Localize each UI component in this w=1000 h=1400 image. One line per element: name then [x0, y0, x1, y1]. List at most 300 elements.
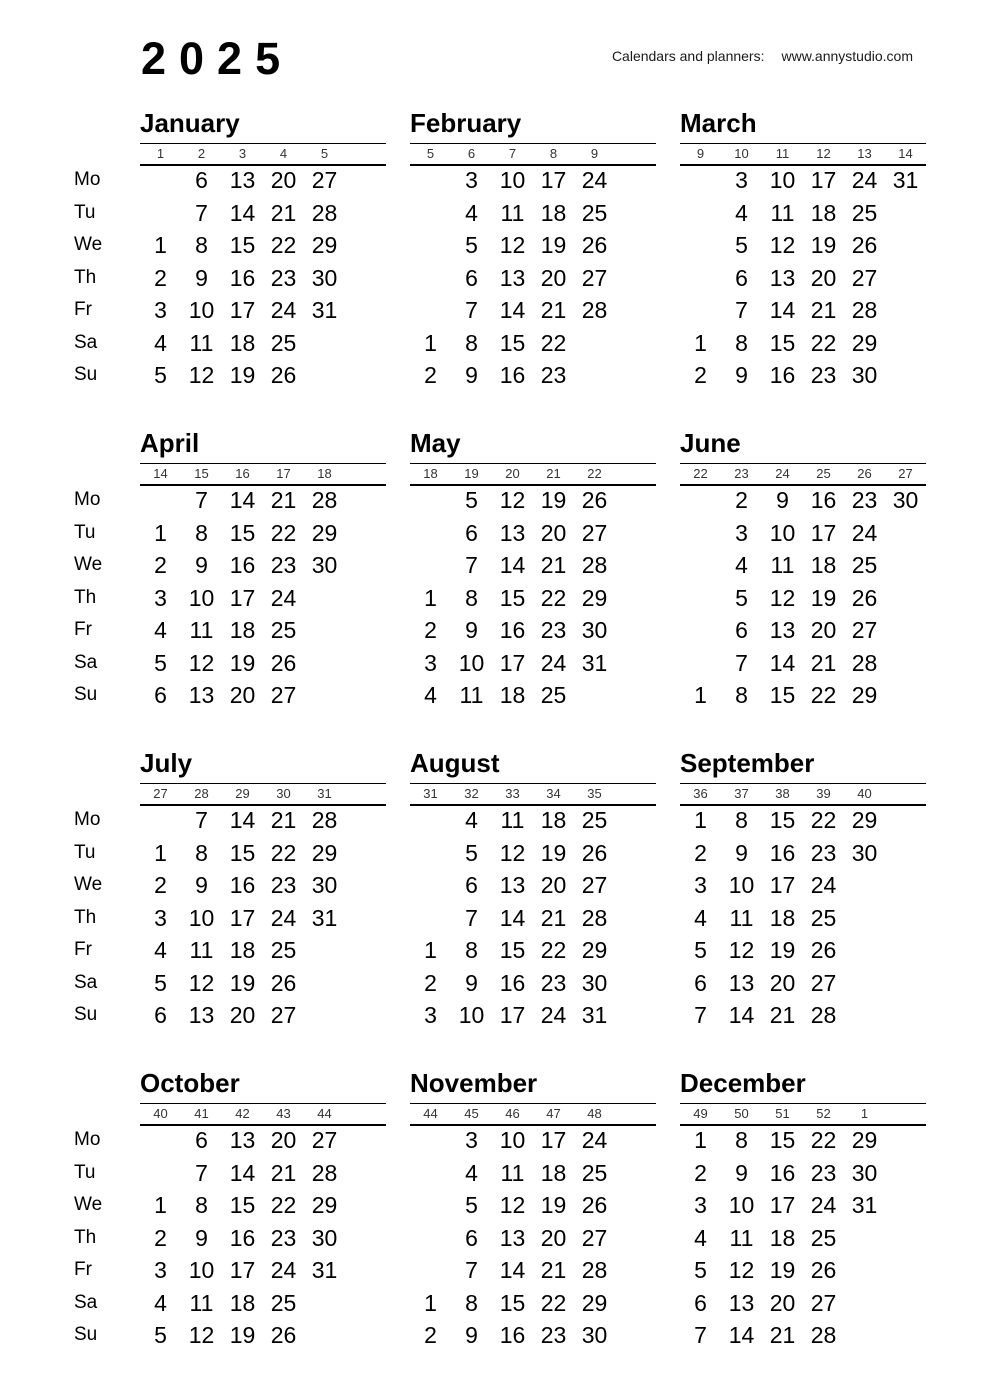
date-cell: 25 — [851, 199, 878, 226]
date-cell — [304, 679, 345, 712]
date-cell: 22 — [540, 584, 567, 611]
date-cell — [885, 1287, 926, 1320]
date-cell — [844, 1319, 885, 1352]
date-cell: 12 — [188, 1322, 215, 1348]
date-cell: 13 — [499, 264, 526, 291]
date-cell: 9 — [195, 1224, 208, 1251]
date-cell — [615, 1157, 656, 1190]
date-cell — [345, 1222, 386, 1255]
date-cell — [615, 262, 656, 295]
credits-label: Calendars and planners: — [611, 48, 765, 64]
date-cell — [574, 327, 615, 360]
date-cell: 29 — [311, 519, 338, 546]
date-cell: 20 — [540, 1224, 567, 1251]
date-cell: 14 — [728, 1002, 755, 1028]
week-number-row — [140, 1103, 386, 1126]
date-cell: 22 — [540, 937, 567, 963]
date-cell: 6 — [465, 519, 478, 546]
date-cell — [615, 804, 656, 837]
date-cell: 12 — [499, 487, 526, 513]
date-cell — [885, 614, 926, 647]
month-dates-grid — [410, 1124, 656, 1352]
date-cell: 4 — [694, 904, 707, 931]
date-cell: 31 — [851, 1192, 878, 1218]
date-cell: 18 — [769, 904, 796, 931]
date-cell: 14 — [499, 1257, 526, 1283]
date-cell: 30 — [851, 839, 878, 866]
date-cell: 28 — [581, 904, 608, 931]
week-number: 6 — [467, 146, 476, 161]
date-cell — [844, 869, 885, 902]
date-cell: 11 — [189, 937, 214, 963]
date-cell — [345, 934, 386, 967]
date-cell: 9 — [735, 362, 748, 388]
date-cell — [615, 582, 656, 615]
date-row — [410, 294, 656, 327]
week-number-row — [140, 783, 386, 806]
date-row — [140, 549, 386, 582]
date-row — [680, 1222, 926, 1255]
date-cell: 8 — [735, 807, 748, 833]
date-cell: 11 — [729, 1224, 754, 1251]
date-row — [410, 229, 656, 262]
date-cell: 6 — [195, 167, 208, 193]
date-cell: 10 — [728, 872, 755, 898]
week-number: 44 — [423, 1106, 438, 1121]
week-number: 22 — [693, 466, 708, 481]
date-cell: 14 — [499, 904, 526, 931]
month-title: November — [410, 1068, 538, 1098]
date-cell: 29 — [311, 232, 338, 258]
month-dates-grid — [140, 164, 386, 392]
date-cell: 18 — [769, 1224, 796, 1251]
date-row — [680, 327, 926, 360]
date-cell — [885, 549, 926, 582]
date-cell: 31 — [581, 649, 608, 676]
date-cell: 13 — [728, 1289, 755, 1316]
date-cell — [885, 1319, 926, 1352]
date-cell: 29 — [311, 1192, 338, 1218]
week-number: 51 — [775, 1106, 790, 1121]
date-cell: 21 — [769, 1002, 796, 1028]
date-cell: 30 — [581, 969, 608, 996]
date-cell: 4 — [154, 1289, 167, 1316]
date-cell: 5 — [465, 487, 478, 513]
date-cell: 14 — [229, 487, 256, 513]
date-cell — [885, 359, 926, 392]
date-cell: 23 — [851, 487, 878, 513]
date-cell: 19 — [810, 584, 837, 611]
date-cell: 9 — [735, 839, 748, 866]
date-cell — [680, 262, 721, 295]
week-number: 9 — [590, 146, 599, 161]
month-title: April — [140, 428, 200, 458]
month-dates-grid — [410, 804, 656, 1032]
date-cell: 11 — [770, 199, 795, 226]
month-dates-grid — [140, 804, 386, 1032]
date-cell — [885, 327, 926, 360]
day-label: Su — [74, 1004, 98, 1025]
date-cell: 18 — [229, 937, 256, 963]
credits-website-link[interactable]: www.annystudio.com — [781, 48, 913, 64]
date-cell: 4 — [154, 329, 167, 356]
week-number: 40 — [857, 786, 872, 801]
date-row — [680, 902, 926, 935]
date-cell: 25 — [581, 199, 608, 226]
date-cell — [410, 1124, 451, 1157]
date-cell: 15 — [499, 1289, 526, 1316]
month-title: December — [680, 1068, 806, 1098]
date-cell: 3 — [735, 519, 748, 546]
date-row — [140, 804, 386, 837]
date-cell — [885, 1157, 926, 1190]
week-number: 52 — [816, 1106, 831, 1121]
week-number-row — [410, 1103, 656, 1126]
date-cell — [615, 327, 656, 360]
date-cell: 14 — [229, 199, 256, 226]
date-cell: 17 — [769, 1192, 796, 1218]
week-number — [345, 144, 386, 164]
date-cell: 22 — [810, 682, 837, 708]
date-cell: 8 — [195, 839, 208, 866]
date-cell: 24 — [581, 167, 608, 193]
date-cell: 5 — [694, 1257, 707, 1283]
date-cell: 20 — [769, 969, 796, 996]
date-cell: 13 — [769, 264, 796, 291]
date-row — [410, 359, 656, 392]
date-row — [680, 869, 926, 902]
month-title: June — [680, 428, 741, 458]
date-cell — [345, 359, 386, 392]
date-cell: 30 — [581, 1322, 608, 1348]
date-cell — [885, 647, 926, 680]
date-cell: 31 — [311, 904, 338, 931]
date-cell: 23 — [810, 362, 837, 388]
date-cell: 17 — [499, 649, 526, 676]
date-row — [140, 1222, 386, 1255]
date-cell: 4 — [735, 552, 748, 578]
date-cell: 1 — [694, 807, 707, 833]
date-cell: 12 — [499, 1192, 526, 1218]
week-number: 36 — [693, 786, 708, 801]
week-number — [615, 1104, 656, 1124]
date-row — [410, 614, 656, 647]
week-number-row — [410, 783, 656, 806]
date-cell: 11 — [189, 617, 214, 643]
date-cell — [844, 1222, 885, 1255]
date-cell: 20 — [810, 264, 837, 291]
day-labels-column — [74, 484, 136, 712]
date-cell: 1 — [424, 329, 437, 356]
date-cell — [844, 934, 885, 967]
date-cell: 3 — [694, 872, 707, 898]
date-cell: 18 — [499, 682, 526, 708]
date-cell — [410, 294, 451, 327]
date-row — [140, 229, 386, 262]
month-dates-grid — [680, 164, 926, 392]
date-cell: 6 — [195, 1127, 208, 1153]
week-number: 49 — [693, 1106, 708, 1121]
day-label: Tu — [74, 841, 96, 863]
date-cell: 17 — [540, 167, 567, 193]
date-cell — [615, 1287, 656, 1320]
date-cell: 2 — [154, 872, 167, 898]
date-cell: 25 — [851, 552, 878, 578]
date-cell: 30 — [311, 1224, 338, 1251]
week-number: 9 — [696, 146, 705, 161]
day-label: Fr — [74, 1259, 92, 1280]
week-number: 14 — [898, 146, 913, 161]
date-cell: 12 — [728, 937, 755, 963]
date-cell: 21 — [540, 297, 567, 323]
day-labels-column — [74, 804, 136, 1032]
week-number-row — [410, 463, 656, 486]
date-cell: 13 — [229, 167, 256, 193]
date-cell: 5 — [735, 232, 748, 258]
date-row — [140, 869, 386, 902]
date-cell: 16 — [499, 1322, 526, 1348]
month-title: July — [140, 748, 193, 778]
date-row — [410, 197, 656, 230]
date-cell: 11 — [770, 552, 795, 578]
date-row — [680, 229, 926, 262]
date-row — [410, 869, 656, 902]
week-number: 5 — [320, 146, 329, 161]
date-cell: 18 — [229, 617, 256, 643]
date-row — [410, 934, 656, 967]
date-cell — [885, 1254, 926, 1287]
month-title: May — [410, 428, 461, 458]
date-row — [680, 679, 926, 712]
date-cell: 24 — [810, 1192, 837, 1218]
date-cell: 20 — [229, 1002, 256, 1028]
date-cell — [615, 1254, 656, 1287]
date-cell — [680, 294, 721, 327]
date-cell: 13 — [499, 872, 526, 898]
week-number: 35 — [587, 786, 602, 801]
week-number: 27 — [898, 466, 913, 481]
week-number: 43 — [276, 1106, 291, 1121]
date-cell: 16 — [499, 362, 526, 388]
date-cell — [140, 1157, 181, 1190]
date-cell: 17 — [229, 1257, 256, 1283]
date-cell: 8 — [465, 937, 478, 963]
date-cell: 12 — [769, 232, 796, 258]
date-cell — [615, 1189, 656, 1222]
day-labels-column — [74, 164, 136, 392]
date-cell: 29 — [581, 1289, 608, 1316]
date-cell: 21 — [769, 1322, 796, 1348]
date-cell — [345, 327, 386, 360]
date-cell: 16 — [499, 969, 526, 996]
date-cell: 30 — [311, 872, 338, 898]
week-number: 18 — [423, 466, 438, 481]
date-cell: 22 — [810, 807, 837, 833]
week-number: 42 — [235, 1106, 250, 1121]
date-cell: 30 — [311, 552, 338, 578]
date-cell: 22 — [270, 1192, 297, 1218]
date-row — [680, 1254, 926, 1287]
date-cell — [345, 1254, 386, 1287]
date-cell: 8 — [735, 329, 748, 356]
date-cell: 28 — [311, 807, 338, 833]
date-cell — [680, 164, 721, 197]
date-cell: 17 — [229, 904, 256, 931]
date-cell — [140, 164, 181, 197]
date-row — [140, 902, 386, 935]
date-row — [680, 647, 926, 680]
date-cell: 30 — [311, 264, 338, 291]
date-cell: 20 — [540, 872, 567, 898]
date-cell: 10 — [188, 297, 215, 323]
date-cell — [615, 967, 656, 1000]
week-number — [885, 784, 926, 804]
date-cell — [885, 294, 926, 327]
date-cell: 1 — [154, 1192, 167, 1218]
date-cell: 12 — [769, 584, 796, 611]
date-cell: 2 — [735, 487, 748, 513]
date-cell: 8 — [735, 682, 748, 708]
week-number: 13 — [857, 146, 872, 161]
date-row — [410, 1189, 656, 1222]
month-dates-grid — [680, 1124, 926, 1352]
week-number: 31 — [317, 786, 332, 801]
date-cell: 6 — [735, 264, 748, 291]
date-cell: 14 — [769, 297, 796, 323]
date-row — [410, 837, 656, 870]
date-cell: 17 — [810, 167, 837, 193]
date-cell: 10 — [769, 167, 796, 193]
date-cell: 17 — [499, 1002, 526, 1028]
date-cell: 7 — [195, 1159, 208, 1186]
date-cell: 6 — [154, 1002, 167, 1028]
date-cell: 23 — [270, 872, 297, 898]
date-cell — [345, 1124, 386, 1157]
date-cell: 9 — [735, 1159, 748, 1186]
date-cell — [410, 869, 451, 902]
date-row — [410, 517, 656, 550]
date-row — [140, 1287, 386, 1320]
date-cell — [345, 582, 386, 615]
date-cell — [410, 229, 451, 262]
date-cell — [680, 549, 721, 582]
date-cell: 2 — [694, 362, 707, 388]
date-cell: 22 — [270, 232, 297, 258]
date-cell — [615, 197, 656, 230]
date-cell: 17 — [229, 584, 256, 611]
date-row — [410, 484, 656, 517]
date-row — [680, 517, 926, 550]
date-cell: 20 — [270, 1127, 297, 1153]
date-row — [140, 359, 386, 392]
date-cell — [885, 999, 926, 1032]
date-cell: 16 — [810, 487, 837, 513]
date-cell — [885, 837, 926, 870]
date-cell: 3 — [154, 1257, 167, 1283]
week-number: 16 — [235, 466, 250, 481]
date-cell: 3 — [154, 904, 167, 931]
date-cell: 15 — [769, 1127, 796, 1153]
date-cell — [410, 1189, 451, 1222]
date-cell — [615, 902, 656, 935]
date-cell: 4 — [154, 937, 167, 963]
date-cell — [345, 164, 386, 197]
date-cell: 7 — [465, 297, 478, 323]
week-number — [345, 784, 386, 804]
date-cell — [410, 517, 451, 550]
date-cell: 31 — [311, 297, 338, 323]
date-cell — [345, 999, 386, 1032]
date-cell — [410, 837, 451, 870]
date-cell: 18 — [810, 199, 837, 226]
date-cell: 13 — [499, 519, 526, 546]
date-cell — [304, 1319, 345, 1352]
day-label: Mo — [74, 809, 101, 830]
date-cell: 29 — [851, 1127, 878, 1153]
date-cell — [410, 164, 451, 197]
month-title: October — [140, 1068, 240, 1098]
date-cell: 23 — [270, 1224, 297, 1251]
date-cell — [345, 967, 386, 1000]
date-cell — [615, 999, 656, 1032]
date-cell — [345, 1319, 386, 1352]
day-label: Th — [74, 266, 97, 288]
day-labels-column — [74, 1124, 136, 1352]
date-cell: 1 — [154, 232, 167, 258]
date-row — [140, 1254, 386, 1287]
date-cell — [304, 934, 345, 967]
date-cell — [345, 1189, 386, 1222]
date-cell: 13 — [229, 1127, 256, 1153]
date-cell: 20 — [540, 264, 567, 291]
date-cell: 9 — [465, 969, 478, 996]
day-label: Th — [74, 906, 97, 928]
date-cell: 10 — [769, 519, 796, 546]
date-cell: 28 — [581, 552, 608, 578]
date-cell: 11 — [500, 1159, 525, 1186]
date-cell: 3 — [424, 1002, 437, 1028]
date-cell — [410, 1222, 451, 1255]
date-cell: 3 — [154, 297, 167, 323]
date-cell: 3 — [465, 167, 478, 193]
date-cell: 22 — [270, 519, 297, 546]
date-cell — [615, 1222, 656, 1255]
week-number: 39 — [816, 786, 831, 801]
day-label: Tu — [74, 1161, 96, 1183]
date-cell — [410, 484, 451, 517]
week-number: 10 — [734, 146, 749, 161]
week-number: 12 — [816, 146, 831, 161]
date-cell: 12 — [499, 839, 526, 866]
date-cell — [885, 679, 926, 712]
date-cell: 1 — [424, 584, 437, 611]
day-label: Th — [74, 586, 97, 608]
date-cell: 10 — [188, 1257, 215, 1283]
date-row — [140, 294, 386, 327]
date-cell: 5 — [154, 969, 167, 996]
date-cell: 5 — [154, 362, 167, 388]
date-cell: 16 — [769, 839, 796, 866]
date-cell — [345, 647, 386, 680]
week-number: 44 — [317, 1106, 332, 1121]
date-cell: 5 — [694, 937, 707, 963]
date-cell: 26 — [581, 839, 608, 866]
week-number: 15 — [194, 466, 209, 481]
date-cell: 2 — [694, 839, 707, 866]
date-cell: 30 — [892, 487, 919, 513]
week-number: 47 — [546, 1106, 561, 1121]
date-cell: 14 — [499, 297, 526, 323]
